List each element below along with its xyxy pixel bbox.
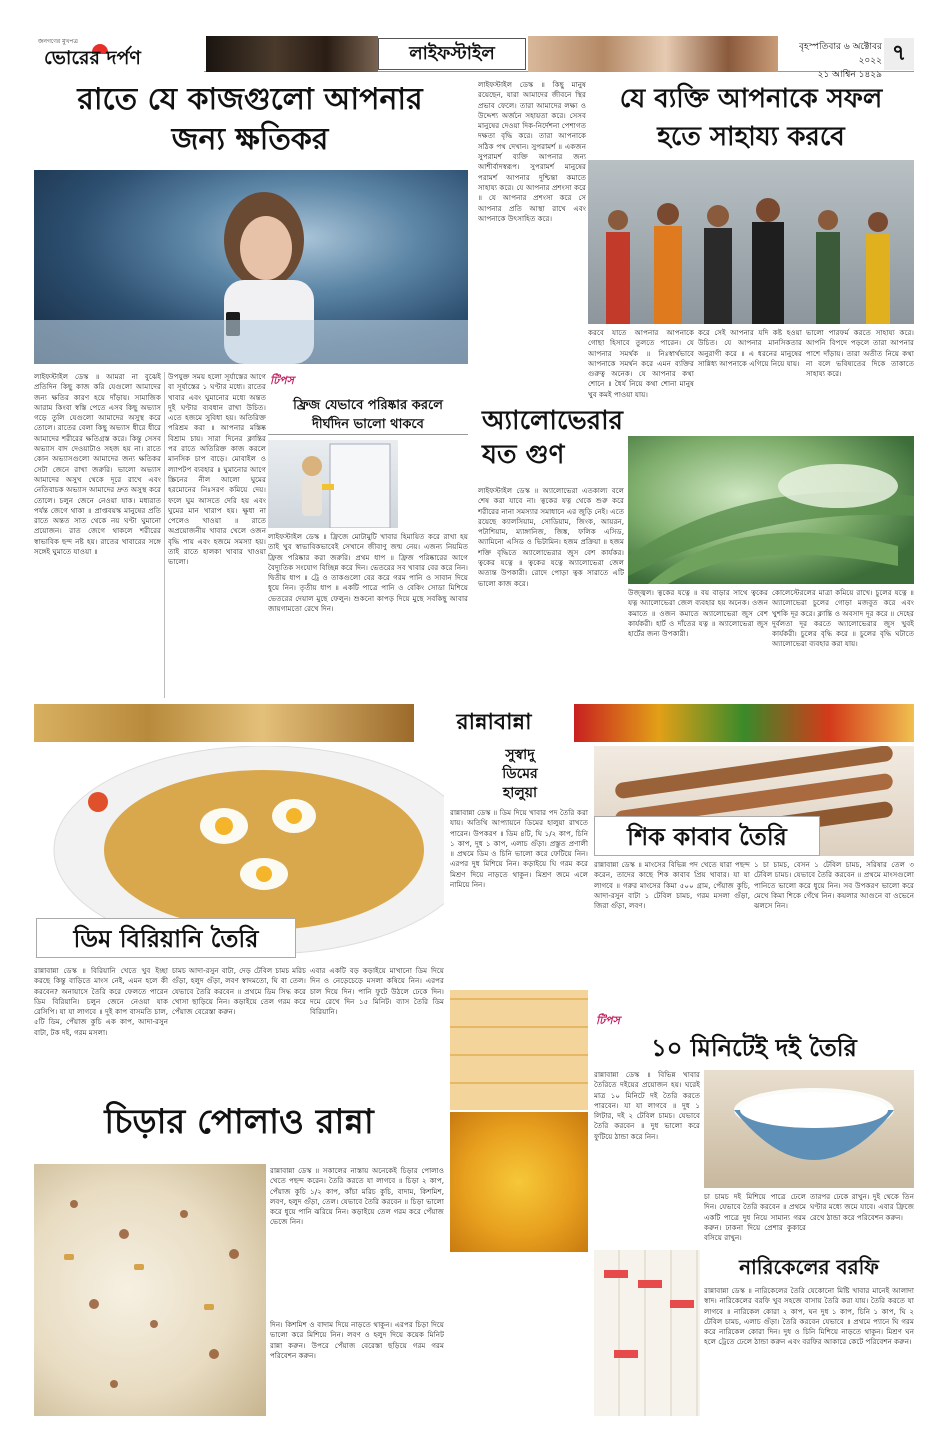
chira-photo xyxy=(34,1164,266,1416)
success-body-col3: করে সেই আপনার যদি কষ্ট হওয়া উচিত। যে আপনার মানসিকতার অনুরাগী করে ॥ এ ধরনের মানুষের সান্নিধ্য আপনাকে এগিয়ে নিয়ে যায়। xyxy=(698,328,802,368)
yogurt-bowl-illustration xyxy=(704,1070,914,1188)
biryani-body-col2: চামচ আদা-রসুন বাটা, দেড় টেবিল চামচ মরিচ গুঁড়া, হলুদ গুঁড়া, লবণ স্বাদমতো, ঘি বা তেল। যেভাবে তৈরি করবেন ॥ প্রথমে ডিম সিদ্ধ করে খোসা ছাড়িয়ে নিন। কড়াইয়ে তেল গরম করে পেঁয়াজ বেরেস্তা করুন। xyxy=(172,966,306,1017)
success-photo xyxy=(588,160,914,324)
coconut-body: রান্নাবান্না ডেস্ক ॥ নারিকেলের তৈরি যেকোনো মিষ্টি খাবার মানেই আলাদা স্বাদ। নারিকেলের বরফি খুব সহজে বাসায় তৈরি করা যায়। তৈরি করতে যা লাগবে ॥ নারিকেল কোরা ২ কাপ, ঘন দুধ ১ কাপ, চিনি ১ কাপ, ঘি ২ টেবিল চামচ, এলাচ গুঁড়া। তৈরি করবেন যেভাবে ॥ প্রথমে প্যানে ঘি গরম করে নারিকেল কোরা দিন। দুধ ও চিনি মিশিয়ে নাড়তে থাকুন। মিশ্রণ ঘন হলে ট্রেতে ঢেলে ঠান্ডা করুন এবং বরফির আকারে কেটে পরিবেশন করুন। xyxy=(704,1286,914,1347)
fridge-body: লাইফস্টাইল ডেস্ক ॥ ফ্রিজে মোটামুটি খাবার হিমায়িত করে রাখা হয় তাই খুব স্বাভাবিকভাবেই সেখানে জীবাণু জন্ম নেয়। এজন্য নিয়মিত ফ্রিজ পরিষ্কার করা জরুরি। প্রথম ধাপ ॥ ফ্রিজ পরিষ্কারের আগে বৈদ্যুতিক সংযোগ বিচ্ছিন্ন করে দিন। ভেতরের সব খাবার বের করে নিন। দ্বিতীয় ধাপ ॥ ট্রে ও তাকগুলো বের করে গরম পানি ও সাবান দিয়ে ধুয়ে নিন। তৃতীয় ধাপ ॥ একটি পাত্রে পানি ও বেকিং সোডা মিশিয়ে ভেতরের দেয়াল মুছে ফেলুন। শুকনো কাপড় দিয়ে মুছে সবকিছু আবার জায়গামতো রেখে দিন। xyxy=(268,532,468,614)
success-headline-line2: হতে সাহায্য করবে xyxy=(657,122,845,152)
halwa-headline xyxy=(450,746,590,803)
aloe-body-col2: উজ্জ্বল। ত্বকের যত্নে ॥ বয় বাড়ার সাথে ত্বকের যত্ন অ্যালোভেরা জেল ব্যবহার হয় অনেক। ওজন কমাতে ॥ ওজন কমাতে অ্যালোভেরা জুস বেশ কার্যকরী। হার্ট ও দাঁতের যত্ন ॥ অ্যালোভেরা জুস হার্টের জন্য উপকারী। xyxy=(628,588,768,639)
yogurt-headline: ১০ মিনিটেই দই তৈরি xyxy=(651,1034,857,1062)
aloe-headline-line2: যত গুণ xyxy=(482,440,565,470)
section-label: লাইফস্টাইল xyxy=(378,38,526,70)
success-body-col2: করবে যাতে আপনার আপনাকে গোছা হিসাবে তুলতে পারেন। যে আপনার সমর্থক ॥ নিঃস্বার্থভাবে আপনাকে সমর্থন করে এমন ব্যক্তির গুরুত্ব অনেক। যে আপনার কথা শোনে ॥ ধৈর্য নিয়ে কথা শোনা মানুষ খুব কমই পাওয়া যায়। xyxy=(588,328,694,399)
aloe-photo xyxy=(628,436,914,584)
night-headline-line1: রাতে যে কাজগুলো আপনার xyxy=(77,82,423,117)
night-body-col1: লাইফস্টাইল ডেস্ক ॥ আমরা না বুঝেই প্রতিদিন কিছু কাজ করি যেগুলো আমাদের জন্য ক্ষতির কারণ হয়ে দাঁড়ায়। সামাজিক আরাম কিংবা স্বস্তি পেতে এসব কিছু অভ্যাস গড়ে তুলি যেগুলো আমাদের অসুস্থ করে তোলে। রাতের বেলা কিছু অভ্যাস ধীরে ধীরে আমাদের শরীরের ক্ষতিগ্রস্ত করে। কিন্তু সেসব অভ্যাস বাদ দেওয়াটাও সহজ হয় না। রাতে কোন অভ্যাসগুলো আমাদের জন্য ক্ষতিকর সেটা জেনে রাখা জরুরি। ভালো অভ্যাস আমাদের অসুখ থেকে দূরে রাখে এবং নেতিবাচক অভ্যাস আমাদের দ্রুত অসুস্থ করে তোলে। চলুন জেনে নেওয়া যাক। মধ্যরাত পর্যন্ত জেগে থাকা ॥ প্রাপ্তবয়স্ক মানুষের প্রতি রাতে অন্তত সাত থেকে নয় ঘণ্টা ঘুমানো প্রয়োজন। রাত জেগে থাকলে শরীরের স্বাভাবিক ছন্দ নষ্ট হয়। রাতের খাবারের সঙ্গে সঙ্গেই ঘুমাতে যাওয়া ॥ xyxy=(34,372,161,557)
night-col-divider xyxy=(164,372,165,698)
night-headline-line2: জন্য ক্ষতিকর xyxy=(171,122,329,157)
biryani-body-col3: এবার একটি বড় কড়াইয়ে মাখানো ডিম দিয়ে দিন ও নেড়েচেড়ে মসলা কষিয়ে নিন। এরপর চাল দিয়ে দিন। পানি ফুটে উঠলে ঢেকে দিন। দমে রেখে দিন ১৫ মিনিট। ব্যাস তৈরি ডিম বিরিয়ানি। xyxy=(310,966,444,1017)
cleaning-fridge-illustration xyxy=(268,440,398,528)
chira-headline: চিড়ার পোলাও রান্না xyxy=(104,1102,374,1142)
success-body-col1: লাইফস্টাইল ডেস্ক ॥ কিছু মানুষ রয়েছেন, যারা আমাদের জীবনে স্থির প্রভাব ফেলে। তারা আমাদের লক্ষ্য ও উদ্দেশ্য অর্জনে সহায়তা করে। সেসব মানুষের দেওয়া দিক-নির্দেশনা পেশাগত দক্ষতা বৃদ্ধি করে। তারা আপনাকে সঠিক পথ দেখান। সুপরামর্শ ॥ একজন সুপরামর্শ ব্যক্তি আপনার জন্য আশীর্বাদস্বরূপ। সুপরামর্শ মানুষের পরামর্শ আপনার দুশ্চিন্তা কমাতে সাহায্য করে। যে আপনার প্রশংসা করে ॥ যে আপনার প্রশংসা করে সে আপনার প্রতি আস্থা রাখে এবং আপনাকে উৎসাহিত করে। xyxy=(478,80,586,223)
cooking-banner-photo-right xyxy=(574,704,914,742)
night-body-col2: উপযুক্ত সময় হলো সূর্যাস্তের আগে বা সূর্যাস্তের ১ ঘণ্টার মধ্যে। রাতের খাবার এবং ঘুমানোর মধ্যে অন্তত দুই ঘণ্টার ব্যবধান রাখা উচিত। এতে হজমে সুবিধা হয়। অতিরিক্ত পরিশ্রম করা ॥ আপনার মস্তিষ্ক বিশ্রাম চায়। সারা দিনের ক্লান্তির পর রাতে অতিরিক্ত কাজ করলে মানসিক চাপ বাড়ে। মোবাইল ও ল্যাপটপ ব্যবহার ॥ ঘুমানোর আগে স্ক্রিনের নীল আলো ঘুমের হরমোনের নিঃসরণ কমিয়ে দেয়। ফলে ঘুম আসতে দেরি হয় এবং ঘুমের মান খারাপ হয়। ক্ষুধা না পেলেও খাওয়া ॥ রাতে অপ্রয়োজনীয় খাবার খেলে ওজন বৃদ্ধি পায় এবং হজমে সমস্যা হয়। তাই রাতে হালকা খাবার খাওয়া ভালো। xyxy=(168,372,266,567)
yogurt-body-col3: তারপর ঢেকে রাখুন। দুই থেকে তিন ঘণ্টার মধ্যে জমে যাবে। এবার ফ্রিজে রেখে ঠান্ডা করে পরিবেশন করুন। xyxy=(810,1192,914,1222)
paper-logo xyxy=(34,36,204,72)
aloe-body-col1: লাইফস্টাইল ডেস্ক ॥ অ্যালোভেরা এতকাল্য বলে শেষ করা যাবে না। ত্বকের যত্ন থেকে শুরু করে শরীরের নানা সমস্যার সমাধানে এর জুড়ি নেই। এতে রয়েছে ক্যালসিয়াম, সোডিয়াম, জিংক, আয়রন, পটাশিয়াম, ম্যাঙ্গানিজ, জিঙ্ক, ফলিক এসিড, অ্যামিনো এসিড ও ভিটামিন। হজম প্রক্রিয়া ॥ হজম শক্তি বৃদ্ধিতে অ্যালোভেরার জুস বেশ কার্যকর। ত্বকের যত্নে ॥ ত্বকের যত্নে অ্যালোভেরা জেল অত্যন্ত উপকারী। রোদে পোড়া ত্বক সারাতে এটি ভালো কাজ করে। xyxy=(478,486,624,588)
fridge-tips-badge: টিপস xyxy=(270,374,294,387)
success-body-col4: ভালো পারফর্ম করতে সাহায্য করে। আপনি বিপদে পড়লে তারা আপনার পাশে দাঁড়ায়। তারা অতীত নিয়ে কথা না বলে ভবিষ্যতের দিকে তাকাতে সাহায্য করে। xyxy=(806,328,914,379)
yogurt-body-col2: চা চামচ দই মিশিয়ে পাত্রে ঢেলে দিন। যেভাবে তৈরি করবেন ॥ প্রথমে একটি পাত্রে দুধ নিয়ে সামান্য গরম করুন। ঢাকনা দিয়ে প্রেশার কুকারে বসিয়ে রাখুন। xyxy=(704,1192,806,1243)
coconut-headline: নারিকেলের বরফি xyxy=(739,1255,879,1279)
header-photo-spa xyxy=(528,36,778,72)
seekh-headline: শিক কাবাব তৈরি xyxy=(594,816,820,856)
biryani-body-col1: রান্নাবান্না ডেস্ক ॥ বিরিয়ানি খেতে খুব ইচ্ছা করছে কিন্তু বাড়িতে মাংস নেই, এমন হলে কী করবেন? অনায়াসে তৈরি করে ফেলতে পারেন ডিম বিরিয়ানি। চলুন জেনে নেওয়া যাক রেসিপি। যা যা লাগবে ॥ দুই কাপ বাসমতি চাল, ৫টি ডিম, পেঁয়াজ কুচি এক কাপ, আদা-রসুন বাটা, টক দই, গরম মসলা। xyxy=(34,966,168,1037)
barfi-pieces-illustration xyxy=(594,1250,700,1416)
chira-polao-illustration xyxy=(34,1164,266,1416)
aloe-body-col3: কোলেস্টেরলের মাত্রা কমিয়ে রাখে। চুলের যত্নে ॥ অ্যালোভেরা চুলের গোড়া মজবুত করে এবং খুশকি দূর করে। ক্লান্তি ও অবসাদ দূর করে ॥ দেহের দুর্বলতা দূর করতে অ্যালোভেরার জুস খুবই কার্যকরী। চুলের বৃদ্ধি করে ॥ চুলের বৃদ্ধি ঘটাতে অ্যালোভেরা ব্যবহার করা যায়। xyxy=(772,588,914,649)
halwa-body: রান্নাবান্না ডেস্ক ॥ ডিম দিয়ে খাবার পদ তৈরি করা যায়। অতিথি আপ্যায়নে ডিমের হালুয়া রাখতে পারেন। উপকরণ ॥ ডিম ৪টি, ঘি ১/২ কাপ, চিনি ১ কাপ, দুধ ১ কাপ, এলাচ গুঁড়া। প্রস্তুত প্রণালী ॥ প্রথমে ডিম ও চিনি ভালো করে ফেটিয়ে নিন। এরপর দুধ মিশিয়ে নিন। কড়াইয়ে ঘি গরম করে মিশ্রণ দিয়ে নাড়তে থাকুন। মিশ্রণ জমে এলে নামিয়ে নিন। xyxy=(450,808,588,890)
cooking-section-label: রান্নাবান্না xyxy=(414,704,574,742)
cooking-banner-photo-left xyxy=(34,704,414,742)
woman-phone-illustration xyxy=(34,170,468,364)
tagline: জনগণের মুখপত্র xyxy=(38,38,78,45)
success-headline-line1: যে ব্যক্তি আপনাকে সফল xyxy=(619,84,883,114)
date-gregorian: বৃহস্পতিবার ৬ অক্টোবর ২০২২ xyxy=(799,42,882,66)
fridge-photo xyxy=(268,440,398,528)
paper-name: ভোরের দর্পণ xyxy=(44,47,141,69)
halwa-headline-line2: ডিমের xyxy=(502,766,538,782)
yogurt-photo xyxy=(704,1070,914,1188)
halwa-headline-line1: সুস্বাদু xyxy=(505,747,535,763)
seekh-body-col1: রান্নাবান্না ডেস্ক ॥ মাংসের বিভিন্ন পদ খেতে যারা পছন্দ করেন, তাদের কাছে শিক কাবাব প্রিয় খাবার। যা যা লাগবে ॥ গরুর মাংসের কিমা ৫০০ গ্রাম, পেঁয়াজ কুচি, আদা-রসুন বাটা ১ টেবিল চামচ, গরম মসলা গুঁড়া, জিরা গুঁড়া, লবণ। xyxy=(594,860,750,911)
header-photo-hair xyxy=(206,36,378,72)
biryani-headline: ডিম বিরিয়ানি তৈরি xyxy=(36,918,296,958)
aloe-leaves-illustration xyxy=(628,436,914,584)
chira-body-col1: রান্নাবান্না ডেস্ক ॥ সকালের নাস্তায় অনেকেই চিড়ার পোলাও খেতে পছন্দ করেন। তৈরি করতে যা লাগবে ॥ চিড়া ২ কাপ, পেঁয়াজ কুচি ১/২ কাপ, কাঁচা মরিচ কুচি, বাদাম, কিশমিশ, লবণ, হলুদ গুঁড়া, তেল। যেভাবে তৈরি করবেন ॥ চিড়া ভালো করে ধুয়ে পানি ঝরিয়ে নিন। কড়াইয়ে তেল গরম করে পেঁয়াজ ভেজে নিন। xyxy=(270,1166,444,1227)
halwa-photo-top xyxy=(450,990,588,1110)
fridge-headline-line2: দীর্ঘদিন ভালো থাকবে xyxy=(312,417,424,432)
aloe-headline-line1: অ্যালোভেরার xyxy=(482,406,623,436)
coconut-photo xyxy=(594,1250,700,1416)
seekh-body-col2: ১ চা চামচ, বেসন ১ টেবিল চামচ, সরিষার তেল ৩ টেবিল চামচ। যেভাবে তৈরি করবেন ॥ প্রথমে মাংসগুলো পানিতে ভালো করে ধুয়ে নিন। সব উপকরণ ভালো করে মেখে কিমা শিকে গেঁথে নিন। কয়লার আগুনে বা ওভেনে ঝলসে নিন। xyxy=(754,860,914,911)
date-bangla: ২১ আশ্বিন ১৪২৯ xyxy=(817,70,882,80)
halwa-photo-bottom xyxy=(450,1112,588,1252)
halwa-headline-line3: হালুয়া xyxy=(502,785,538,801)
aloe-headline xyxy=(478,404,628,472)
night-headline xyxy=(34,80,466,160)
fridge-headline-line1: ফ্রিজ যেভাবে পরিষ্কার করলে xyxy=(293,398,443,413)
yogurt-body-col1: রান্নাবান্না ডেস্ক ॥ বিভিন্ন খাবার তৈরিতে দইয়ের প্রয়োজন হয়। ঘরেই মাত্র ১০ মিনিটে দই তৈরি করতে পারবেন। যা যা লাগবে ॥ দুধ ১ লিটার, দই ২ টেবিল চামচ। যেভাবে তৈরি করবেন ॥ দুধ ভালো করে ফুটিয়ে ঠান্ডা করে নিন। xyxy=(594,1070,700,1141)
success-headline xyxy=(588,80,914,156)
chira-body-col2: দিন। কিশমিশ ও বাদাম দিয়ে নাড়তে থাকুন। এরপর চিড়া দিয়ে ভালো করে মিশিয়ে নিন। লবণ ও হলুদ দিয়ে কয়েক মিনিট রান্না করুন। উপরে পেঁয়াজ বেরেস্তা ছড়িয়ে গরম গরম পরিবেশন করুন। xyxy=(270,1320,444,1360)
fridge-headline xyxy=(268,396,468,435)
yogurt-tips-badge: টিপস xyxy=(596,1014,620,1027)
night-photo xyxy=(34,170,468,364)
dateline xyxy=(782,40,882,82)
page-number: ৭ xyxy=(884,38,914,70)
women-group-illustration xyxy=(588,160,914,324)
